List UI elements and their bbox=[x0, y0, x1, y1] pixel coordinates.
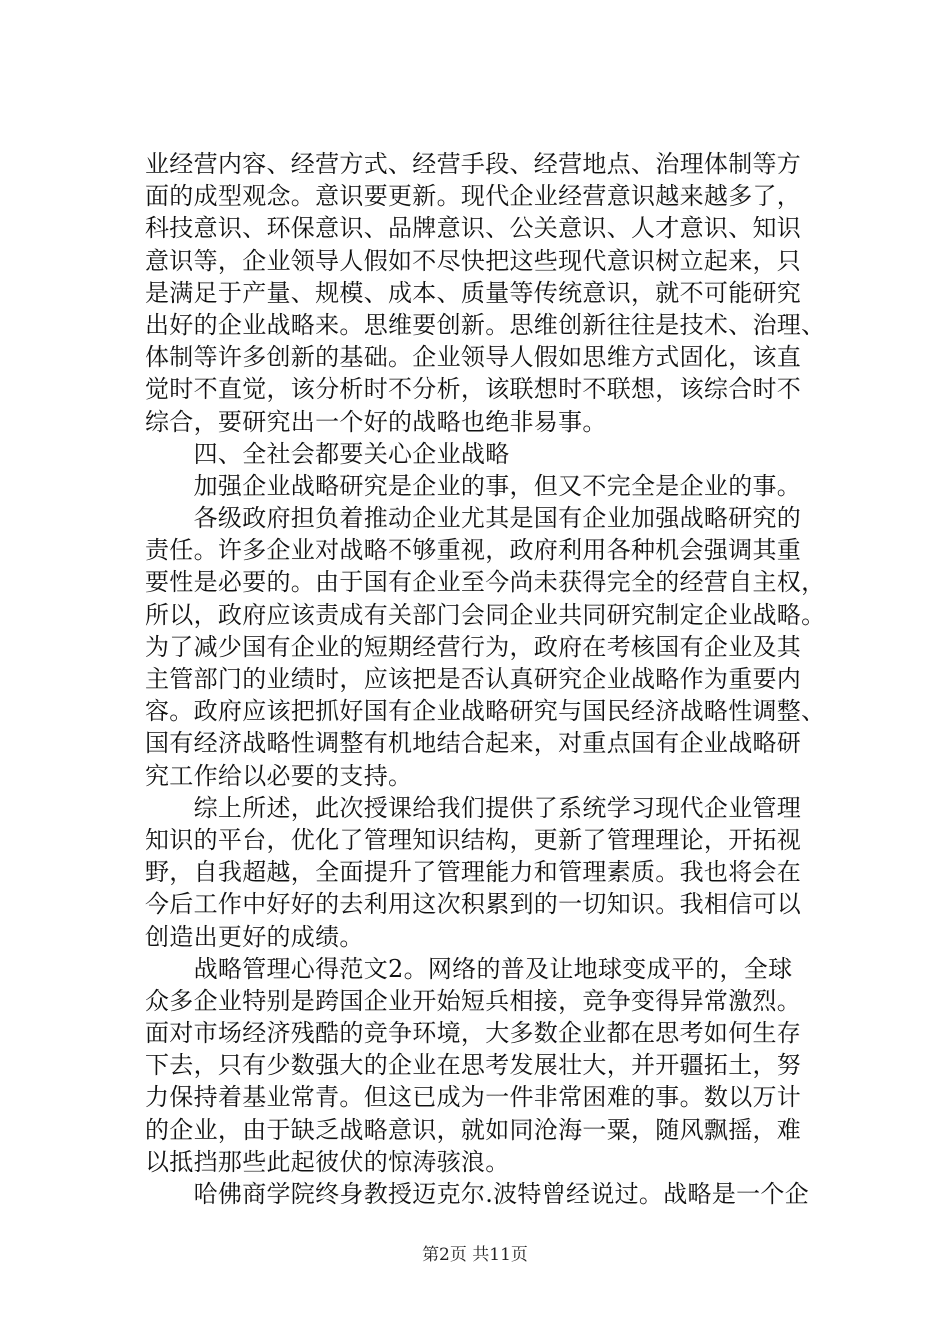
text-line: 战略管理心得范文2。网络的普及让地球变成平的，全球 bbox=[145, 954, 793, 983]
text-line: 觉时不直觉，该分析时不分析，该联想时不联想，该综合时不 bbox=[145, 375, 802, 404]
text-line: 加强企业战略研究是企业的事，但又不完全是企业的事。 bbox=[145, 471, 802, 500]
text-line: 的企业，由于缺乏战略意识，就如同沧海一粟，随风飘摇，难 bbox=[145, 1115, 802, 1144]
text-line: 要性是必要的。由于国有企业至今尚未获得完全的经营自主权， bbox=[145, 568, 826, 597]
text-line: 综合，要研究出一个好的战略也绝非易事。 bbox=[145, 407, 607, 436]
text-line: 下去，只有少数强大的企业在思考发展壮大，并开疆拓土，努 bbox=[145, 1051, 802, 1080]
text-line: 意识等，企业领导人假如不尽快把这些现代意识树立起来，只 bbox=[145, 246, 802, 275]
text-line: 野，自我超越，全面提升了管理能力和管理素质。我也将会在 bbox=[145, 858, 802, 887]
text-line: 究工作给以必要的支持。 bbox=[145, 761, 413, 790]
text-line: 容。政府应该把抓好国有企业战略研究与国民经济战略性调整、 bbox=[145, 697, 826, 726]
text-line: 哈佛商学院终身教授迈克尔.波特曾经说过。战略是一个企 bbox=[145, 1180, 810, 1208]
text-line: 众多企业特别是跨国企业开始短兵相接，竞争变得异常激烈。 bbox=[145, 986, 802, 1015]
text-line: 今后工作中好好的去利用这次积累到的一切知识。我相信可以 bbox=[145, 890, 802, 919]
text-line: 体制等许多创新的基础。企业领导人假如思维方式固化，该直 bbox=[145, 343, 802, 372]
text-line: 国有经济战略性调整有机地结合起来，对重点国有企业战略研 bbox=[145, 729, 802, 758]
text-line: 出好的企业战略来。思维要创新。思维创新往往是技术、治理、 bbox=[145, 310, 826, 339]
text-line: 各级政府担负着推动企业尤其是国有企业加强战略研究的 bbox=[145, 504, 802, 533]
text-line: 业经营内容、经营方式、经营手段、经营地点、治理体制等方 bbox=[145, 150, 802, 178]
text-line: 综上所述，此次授课给我们提供了系统学习现代企业管理 bbox=[145, 793, 802, 822]
text-line: 责任。许多企业对战略不够重视，政府利用各种机会强调其重 bbox=[145, 536, 802, 565]
text-line: 创造出更好的成绩。 bbox=[145, 922, 364, 951]
text-line: 是满足于产量、规模、成本、质量等传统意识，就不可能研究 bbox=[145, 278, 802, 307]
body-text bbox=[145, 148, 830, 1210]
text-line: 面的成型观念。意识要更新。现代企业经营意识越来越多了， bbox=[145, 182, 802, 211]
section-heading: 四、全社会都要关心企业战略 bbox=[145, 439, 510, 468]
text-line: 为了减少国有企业的短期经营行为，政府在考核国有企业及其 bbox=[145, 632, 802, 661]
page-number-footer: 第2页 共11页 bbox=[422, 1245, 528, 1265]
text-line: 知识的平台，优化了管理知识结构，更新了管理理论，开拓视 bbox=[145, 825, 802, 854]
text-line: 面对市场经济残酷的竞争环境，大多数企业都在思考如何生存 bbox=[145, 1019, 802, 1048]
text-line: 主管部门的业绩时，应该把是否认真研究企业战略作为重要内 bbox=[145, 665, 802, 693]
text-line: 所以，政府应该责成有关部门会同企业共同研究制定企业战略。 bbox=[145, 600, 826, 629]
text-line: 科技意识、环保意识、品牌意识、公关意识、人才意识、知识 bbox=[145, 214, 802, 243]
text-line: 力保持着基业常青。但这已成为一件非常困难的事。数以万计 bbox=[145, 1083, 802, 1112]
text-line: 以抵挡那些此起彼伏的惊涛骇浪。 bbox=[145, 1147, 510, 1176]
